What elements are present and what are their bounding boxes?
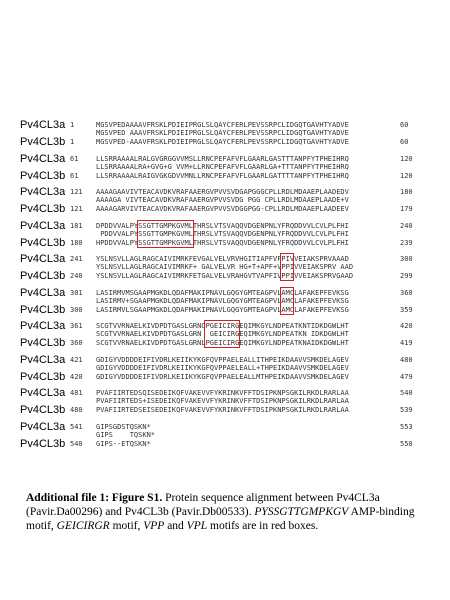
start-position: 480 bbox=[70, 406, 83, 414]
sequence-text: AAAAGARVIVTEACAVDKVRAFAAERGVPVVSVDGGPGG-CPLLRDLMDAAEPLAADEEV bbox=[96, 205, 349, 213]
start-position: 420 bbox=[70, 372, 83, 381]
sequence-row bbox=[0, 371, 450, 383]
sequence-row bbox=[0, 438, 450, 450]
start-position: 481 bbox=[70, 389, 83, 397]
start-position: 301 bbox=[70, 288, 83, 297]
sequence-text: PVAFIIRTEDSQISEDEIKQFVAKEVVFYKRINKVFFTDSIPKNPSGKILRKDLRARLAA bbox=[96, 389, 349, 397]
sequence-row bbox=[0, 203, 450, 215]
sequence-name: Pv4CL3b bbox=[20, 303, 66, 316]
alignment-block bbox=[0, 387, 450, 421]
caption-text: AMP-binding motif, bbox=[26, 506, 415, 532]
consensus-line: AAAAGA VIVTEACAVDKVRAFAAERGVPVVSVDG PGG CPLLRDLMDAAEPLAADE+V bbox=[96, 196, 349, 204]
caption-text: Protein sequence alignment between Pv4CL3a (Pavir.Da00296) and Pv4CL3b (Pavir.Db00533). bbox=[26, 492, 380, 518]
alignment-block bbox=[0, 287, 450, 321]
alignment-block bbox=[0, 153, 450, 187]
alignment-block bbox=[0, 119, 450, 153]
sequence-name: Pv4CL3b bbox=[20, 337, 66, 349]
start-position: 180 bbox=[70, 238, 83, 247]
end-position: 550 bbox=[400, 439, 413, 448]
start-position: 181 bbox=[70, 221, 83, 230]
start-position: 240 bbox=[70, 272, 83, 280]
sequence-name: Pv4CL3b bbox=[20, 136, 66, 148]
end-position: 299 bbox=[400, 272, 413, 280]
alignment-block bbox=[0, 354, 450, 388]
start-position: 121 bbox=[70, 188, 83, 196]
end-position: 120 bbox=[400, 154, 413, 163]
caption-motif-amp: PYSSGTTGMPKGV bbox=[254, 506, 349, 518]
sequence-name: Pv4CL3a bbox=[20, 186, 66, 198]
sequence-text: GDIGYVDDDDEIFIVDRLKEIIKYKGFQVPPAELEALLITHPEIKDAAVVSMKDELAGEV bbox=[96, 355, 349, 364]
sequence-text: LASIRMVMSGAAPMGKDLQDAFMAKIPNAVLGQGYGMTEAGPVLAMCLAFAKEPFEVKSG bbox=[96, 288, 349, 297]
end-position: 60 bbox=[400, 138, 409, 146]
end-position: 479 bbox=[400, 372, 413, 381]
sequence-text: HPDDVVALPYSSGTTGMPKGVMLTHRSLVTSVAQQVDGENPNLYFRQDDVVLCVLPLFHI bbox=[96, 238, 349, 247]
start-position: 61 bbox=[70, 171, 79, 180]
start-position: 121 bbox=[70, 205, 83, 213]
sequence-name: Pv4CL3b bbox=[20, 203, 66, 215]
sequence-name: Pv4CL3b bbox=[20, 370, 66, 383]
alignment-block bbox=[0, 220, 450, 254]
consensus-line: MGSVPED AAAVFRSKLPDIEIPRGLSLQAYCFERLPEVSSRPCLIDGQTGAVHTYADVE bbox=[96, 129, 349, 137]
sequence-text: AAAAGAAVIVTEACAVDKVRAFAAERGVPVVSVDGAPGGGCPLLRDLMDAAEPLAADEDV bbox=[96, 188, 349, 196]
start-position: 1 bbox=[70, 121, 75, 129]
consensus-line: YSLNSVLLAGLRAGCAIVIMRKF+ GALVELVR HG+T+APF+VPPIVVEIAKSPRV AAD bbox=[96, 263, 354, 271]
sequence-text: SCGTVVRNAELKIVDPDTGASLGRNQPGEICIRGEQIMKGYLNDPEATKNTIDKDGWLHT bbox=[96, 322, 349, 330]
sequence-row bbox=[0, 304, 450, 316]
start-position: 1 bbox=[70, 138, 75, 146]
sequence-row bbox=[0, 404, 450, 416]
sequence-name: Pv4CL3a bbox=[20, 286, 66, 299]
sequence-text: GIPS--ETQSKN* bbox=[96, 439, 151, 448]
sequence-alignment bbox=[0, 119, 450, 454]
sequence-text: YSLNSVLLAGLRAGCAIVIMRKFETGALVELVRAHGVTVAPFIVPPIVVEIAKSPRVGAAD bbox=[96, 272, 354, 280]
caption-motif-vpp: VPP bbox=[143, 520, 165, 532]
alignment-block bbox=[0, 253, 450, 287]
alignment-block bbox=[0, 186, 450, 220]
sequence-text: GDIGYVDDDDEIFIVDRLKEIIKYKGFQVPPAELEALLMTHPEIKDAAVVSMKDELAGEV bbox=[96, 372, 349, 381]
caption-label: Additional file 1: Figure S1. bbox=[26, 492, 163, 504]
sequence-text: YSLNSVLLAGLRAGCAIVIMRKFEVGALVELVRVHGITIAPFVPPIVVEIAKSPRVAAAD bbox=[96, 255, 349, 263]
consensus-line: LASIRMV+SGAAPMGKDLQDAFMAKIPNAVLGQGYGMTEAGPVLAMCLAFAKEPFEVKSG bbox=[96, 296, 349, 305]
end-position: 360 bbox=[400, 288, 413, 297]
alignment-block bbox=[0, 320, 450, 354]
caption-motif-vpl: VPL bbox=[186, 520, 208, 532]
end-position: 179 bbox=[400, 205, 413, 213]
box-geicirgr-motif bbox=[204, 320, 240, 348]
sequence-row bbox=[0, 237, 450, 249]
start-position: 241 bbox=[70, 255, 83, 263]
sequence-name: Pv4CL3b bbox=[20, 270, 66, 282]
start-position: 300 bbox=[70, 305, 83, 314]
end-position: 240 bbox=[400, 221, 413, 230]
end-position: 359 bbox=[400, 305, 413, 314]
start-position: 361 bbox=[70, 322, 83, 330]
caption-text: motifs are in red boxes. bbox=[207, 520, 319, 532]
box-amp-motif bbox=[137, 220, 194, 248]
end-position: 60 bbox=[400, 121, 409, 129]
end-position: 419 bbox=[400, 339, 413, 347]
consensus-line: GDIGYVDDDDEIFIVDRLKEIIKYKGFQVPPAELEALL+THPEIKDAAVVSMKDELAGEV bbox=[96, 363, 349, 372]
start-position: 360 bbox=[70, 339, 83, 347]
consensus-line: PDDVVALPYSSGTTGMPKGVMLTHRSLVTSVAQQVDGENPNLYFRQDDVVLCVLPLFHI bbox=[96, 229, 349, 238]
end-position: 553 bbox=[400, 422, 413, 431]
caption-text: and bbox=[164, 520, 187, 532]
sequence-text: MGSVPED-AAAVFRSKLPDIEIPRGLSLQAYCFERLPEVSSRPCLIDGQTGAVHTYADVE bbox=[96, 138, 349, 146]
caption-text: motif, bbox=[109, 520, 144, 532]
consensus-line: GIPS TQSKN* bbox=[96, 430, 156, 439]
sequence-text: SCGTVVRNAELKIVDPDTGASLGRNLPGEICIRGEQIMKGYLNDPEATKNAIDKDGWLHT bbox=[96, 339, 349, 347]
figure-caption bbox=[26, 491, 436, 533]
sequence-row bbox=[0, 270, 450, 282]
sequence-text: LLSRRAAAALRAIGVGKGDVVMNLLRNCPEFAFVFLGAARLGATTTTANPFYTPHEIHRQ bbox=[96, 171, 349, 180]
box-vpl-motif bbox=[280, 287, 295, 315]
sequence-row bbox=[0, 170, 450, 182]
box-vpp-motif bbox=[280, 253, 295, 281]
sequence-text: MGSVPEDAAAAVFRSKLPDIEIPRGLSLQAYCFERLPEVSSRPCLIDGQTGAVHTYADVE bbox=[96, 121, 349, 129]
sequence-name: Pv4CL3a bbox=[20, 152, 66, 165]
sequence-name: Pv4CL3b bbox=[20, 169, 66, 182]
end-position: 300 bbox=[400, 255, 413, 263]
sequence-name: Pv4CL3a bbox=[20, 119, 66, 131]
start-position: 541 bbox=[70, 422, 83, 431]
end-position: 539 bbox=[400, 406, 413, 414]
end-position: 180 bbox=[400, 188, 413, 196]
sequence-text: LASIRMVLSGAAPMGKDLQDAFMAKIPNAVLGQGYGMTEAGPVLAMCLAFAKEPFEVKSG bbox=[96, 305, 349, 314]
end-position: 480 bbox=[400, 355, 413, 364]
sequence-name: Pv4CL3a bbox=[20, 420, 66, 433]
sequence-name: Pv4CL3b bbox=[20, 404, 66, 416]
sequence-name: Pv4CL3a bbox=[20, 219, 66, 232]
consensus-line: LLSRRAAAALRA+GVG+G VVM+LLRNCPEFAFVFLGAARLGA+TTTANPFYTPHEIHRQ bbox=[96, 162, 349, 171]
sequence-name: Pv4CL3b bbox=[20, 437, 66, 450]
caption-motif-geicirgr: GEICIRGR bbox=[56, 520, 110, 532]
consensus-line: PVAFIIRTEDS+ISEDEIKQFVAKEVVFYKRINKVFFTDSIPKNPSGKILRKDLRARLAA bbox=[96, 397, 349, 405]
sequence-name: Pv4CL3a bbox=[20, 353, 66, 366]
sequence-name: Pv4CL3b bbox=[20, 236, 66, 249]
start-position: 540 bbox=[70, 439, 83, 448]
sequence-row bbox=[0, 136, 450, 148]
sequence-row bbox=[0, 421, 450, 433]
end-position: 239 bbox=[400, 238, 413, 247]
sequence-text: PVAFIIRTEDSEISEDEIKQFVAKEVVFYKRINKVFFTDSIPKNPSGKILRKDLRARLAA bbox=[96, 406, 349, 414]
alignment-block bbox=[0, 421, 450, 455]
sequence-text: DPDDVVALPYSSGTTGMPKGVMLTHRSLVTSVAQQVDGENPNLYFRQDDVVLCVLPLFHI bbox=[96, 221, 349, 230]
end-position: 420 bbox=[400, 322, 413, 330]
sequence-text: LLSRRAAAALRALGVGRGGVVMSLLRNCPEFAFVFLGAARLGASTTTANPFYTPHEIHRQ bbox=[96, 154, 349, 163]
end-position: 120 bbox=[400, 171, 413, 180]
start-position: 421 bbox=[70, 355, 83, 364]
start-position: 61 bbox=[70, 154, 79, 163]
consensus-line: SCGTVVRNAELKIVDPDTGASLGRN GEICIRGEQIMKGYLNDPEATKN IDKDGWLHT bbox=[96, 330, 349, 338]
sequence-name: Pv4CL3a bbox=[20, 253, 66, 265]
sequence-name: Pv4CL3a bbox=[20, 387, 66, 399]
sequence-text: GIPSGDSTQSKN* bbox=[96, 422, 151, 431]
end-position: 540 bbox=[400, 389, 413, 397]
sequence-name: Pv4CL3a bbox=[20, 320, 66, 332]
